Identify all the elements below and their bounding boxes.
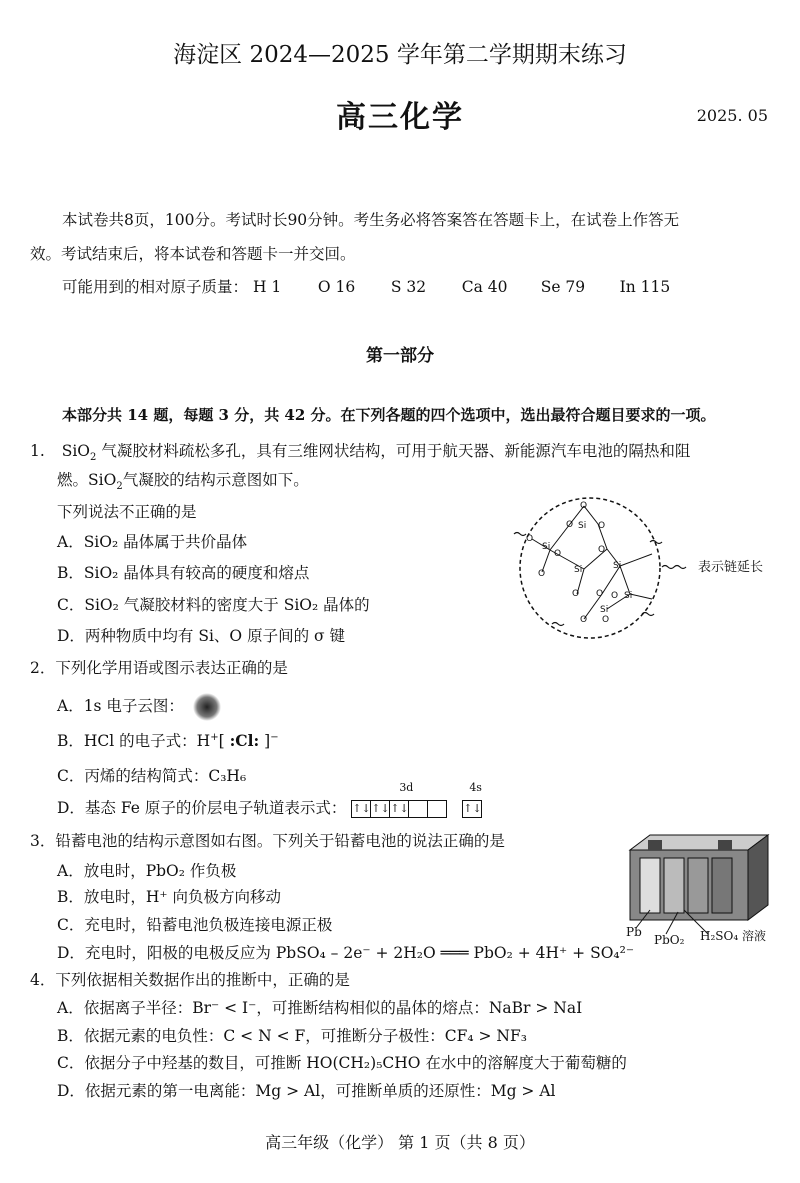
mass-s: S 32 [390, 278, 427, 296]
svg-text:O: O [602, 615, 610, 625]
q2-option-d-text: D．基态 Fe 原子的价层电子轨道表示式： [57, 799, 347, 817]
svg-text:O: O [611, 591, 619, 601]
svg-text:O: O [596, 589, 604, 599]
svg-text:O: O [572, 589, 580, 599]
q2-number: 2． [30, 659, 56, 677]
svg-text:O: O [538, 569, 546, 579]
svg-text:Si: Si [542, 542, 551, 552]
battery-label-pbo2: PbO₂ [654, 933, 685, 947]
q2-option-b[interactable]: B．HCl 的电子式：H+[ :Cl: ]− [57, 731, 279, 750]
q1-line-2: 燃。SiO$_2$气凝胶的结构示意图如下。 [57, 471, 309, 493]
subject-title: 高三化学 [336, 100, 464, 135]
q1-option-a[interactable]: A．SiO₂ 晶体属于共价晶体 [57, 533, 248, 551]
svg-text:O: O [580, 501, 588, 511]
q2-option-b-text: B．HCl 的电子式： [57, 732, 197, 750]
svg-text:Si: Si [624, 591, 633, 601]
q1-number: 1. [30, 442, 45, 460]
q1-stem: 下列说法不正确的是 [57, 503, 197, 521]
q2-option-d[interactable]: D．基态 Fe 原子的价层电子轨道表示式： 3d 4s ↑↓↑↓↑↓ ↑↓ [57, 781, 482, 817]
q4-stem-line [30, 968, 350, 990]
atomic-masses [62, 275, 670, 297]
mass-o: O 16 [317, 278, 356, 296]
masses-label: 可能用到的相对原子质量： [62, 278, 249, 296]
q1-text-2: 气凝胶的结构示意图如下。 [122, 471, 309, 489]
q3-stem-line [30, 829, 505, 851]
diagram-legend-label: 表示链延长 [698, 560, 764, 575]
q1-option-d[interactable]: D．两种物质中均有 Si、O 原子间的 σ 键 [57, 627, 345, 645]
svg-text:O: O [554, 549, 562, 559]
q3-option-c[interactable]: C．充电时，铅蓄电池负极连接电源正极 [57, 916, 333, 934]
q3-stem: 铅蓄电池的结构示意图如右图。下列关于铅蓄电池的说法正确的是 [55, 832, 505, 850]
svg-text:Si: Si [574, 565, 583, 575]
sio2-aerogel-diagram [512, 494, 782, 644]
exam-title: 海淀区 2024—2025 学年第二学期期末练习 [173, 42, 627, 68]
q4-stem: 下列依据相关数据作出的推断中，正确的是 [55, 971, 350, 989]
svg-text:O: O [526, 534, 534, 544]
battery-label-h2so4: H₂SO₄ 溶液 [700, 929, 766, 943]
part-instructions: 本部分共 14 题，每题 3 分，共 42 分。在下列各题的四个选项中，选出最符合题目要求的一项。 [62, 406, 716, 424]
q4-option-c[interactable]: C．依据分子中羟基的数目，可推断 HO(CH₂)₅CHO 在水中的溶解度大于葡萄糖的 [57, 1054, 627, 1072]
battery-label-pb: Pb [626, 925, 642, 939]
q2-stem-line [30, 656, 288, 678]
q3-number: 3． [30, 832, 56, 850]
svg-text:O: O [598, 545, 606, 555]
intro-line-1: 本试卷共8页，100分。考试时长90分钟。考生务必将答案答在答题卡上，在试卷上作答无 [62, 211, 680, 229]
svg-text:O: O [566, 520, 574, 530]
q1-option-b[interactable]: B．SiO₂ 晶体具有较高的硬度和熔点 [57, 564, 310, 582]
q3-option-a[interactable]: A．放电时，PbO₂ 作负极 [57, 862, 237, 880]
q2-option-a-text: A．1s 电子云图： [57, 697, 184, 715]
lead-acid-battery-diagram [618, 830, 798, 950]
mass-in: In 115 [619, 278, 671, 296]
q2-stem: 下列化学用语或图示表达正确的是 [55, 659, 288, 677]
svg-text:Si: Si [578, 521, 587, 531]
q4-option-b[interactable]: B．依据元素的电负性：C < N < F，可推断分子极性：CF₄ > NF₃ [57, 1027, 527, 1045]
q4-option-d[interactable]: D．依据元素的第一电离能：Mg > Al，可推断单质的还原性：Mg > Al [57, 1082, 556, 1100]
q1-line-1: 1. SiO$_2$ 气凝胶材料疏松多孔，具有三维网状结构，可用于航天器、新能源汽车电池的隔热和阻 [30, 442, 691, 464]
orbital-3d-label: 3d [399, 781, 414, 794]
q1-option-c[interactable]: C．SiO₂ 气凝胶材料的密度大于 SiO₂ 晶体的 [57, 596, 370, 614]
exam-date: 2025. 05 [696, 106, 768, 125]
intro-line-2: 效。考试结束后，将本试卷和答题卡一并交回。 [30, 245, 356, 263]
electron-cloud-icon [189, 692, 225, 722]
svg-text:O: O [580, 615, 588, 625]
q3-option-d[interactable]: D．充电时，阳极的电极反应为 PbSO₄ – 2e⁻ + 2H₂O ═══ PbO₂ + 4H⁺ + SO₄²⁻ [57, 944, 635, 962]
q1-text-1: 气凝胶材料疏松多孔，具有三维网状结构，可用于航天器、新能源汽车电池的隔热和阻 [101, 442, 691, 460]
q4-number: 4． [30, 971, 56, 989]
mass-se: Se 79 [540, 278, 586, 296]
svg-text:Si: Si [613, 561, 622, 571]
mass-ca: Ca 40 [461, 278, 508, 296]
svg-text:O: O [598, 521, 606, 531]
svg-text:Si: Si [600, 605, 609, 615]
q2-option-c[interactable]: C．丙烯的结构简式：C₃H₆ [57, 767, 247, 785]
part-title: 第一部分 [366, 346, 434, 366]
q2-option-a[interactable] [57, 692, 225, 722]
q1-text-2-pre: 燃。 [57, 471, 89, 489]
mass-h: H 1 [252, 278, 282, 296]
orbital-4s-label: 4s [469, 781, 482, 794]
q3-option-b[interactable]: B．放电时，H⁺ 向负极方向移动 [57, 888, 282, 906]
page-footer: 高三年级（化学） 第 1 页（共 8 页） [265, 1133, 535, 1152]
q4-option-a[interactable]: A．依据离子半径：Br⁻ < I⁻，可推断结构相似的晶体的熔点：NaBr > NaI [57, 999, 583, 1017]
